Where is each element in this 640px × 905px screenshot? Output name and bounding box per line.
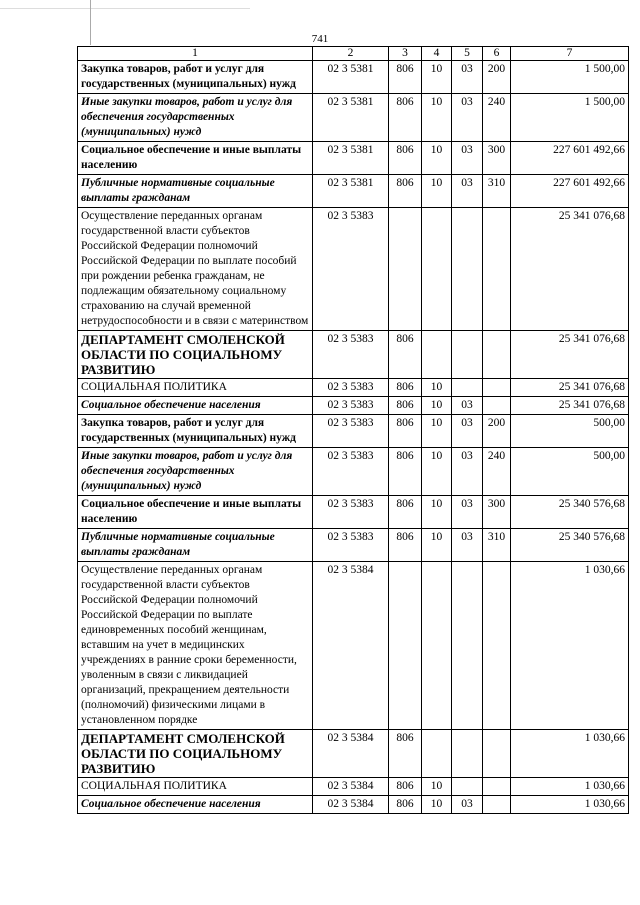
subsection-cell: 03 [452,529,483,562]
department-code-cell: 806 [389,379,422,397]
row-name-cell: Публичные нормативные социальные выплаты гражданам [78,529,313,562]
table-row [78,778,629,796]
subsection-cell: 03 [452,94,483,142]
header-col-5: 5 [452,47,483,61]
row-name-cell: Социальное обеспечение и иные выплаты населению [78,496,313,529]
section-cell [422,331,452,379]
section-cell: 10 [422,778,452,796]
expense-type-cell [483,397,511,415]
table-row [78,415,629,448]
row-name-cell: Закупка товаров, работ и услуг для государственных (муниципальных) нужд [78,415,313,448]
section-cell: 10 [422,379,452,397]
table-body [78,61,629,814]
subsection-cell [452,778,483,796]
target-article-cell: 02 3 5381 [313,61,389,94]
department-code-cell: 806 [389,175,422,208]
subsection-cell: 03 [452,415,483,448]
row-name-cell: ДЕПАРТАМЕНТ СМОЛЕНСКОЙ ОБЛАСТИ ПО СОЦИАЛЬНОМУ РАЗВИТИЮ [78,730,313,778]
row-name-cell: Социальное обеспечение населения [78,796,313,814]
target-article-cell: 02 3 5383 [313,529,389,562]
subsection-cell [452,730,483,778]
department-code-cell: 806 [389,61,422,94]
amount-cell: 1 030,66 [511,778,629,796]
department-code-cell: 806 [389,415,422,448]
row-name-cell: Закупка товаров, работ и услуг для государственных (муниципальных) нужд [78,61,313,94]
expense-type-cell [483,796,511,814]
section-cell: 10 [422,397,452,415]
department-code-cell: 806 [389,730,422,778]
expense-type-cell [483,778,511,796]
table-header-row [78,47,629,61]
table-row [78,397,629,415]
expense-type-cell: 200 [483,415,511,448]
amount-cell: 25 340 576,68 [511,496,629,529]
amount-cell: 1 500,00 [511,94,629,142]
amount-cell: 227 601 492,66 [511,175,629,208]
amount-cell: 25 341 076,68 [511,331,629,379]
section-cell: 10 [422,529,452,562]
table-row [78,496,629,529]
header-col-4: 4 [422,47,452,61]
row-name-cell: Иные закупки товаров, работ и услуг для обеспечения государственных (муниципальных) нужд [78,94,313,142]
section-cell: 10 [422,94,452,142]
header-col-3: 3 [389,47,422,61]
subsection-cell [452,562,483,730]
expense-type-cell [483,208,511,331]
table-row [78,562,629,730]
section-cell [422,562,452,730]
expense-type-cell: 300 [483,142,511,175]
target-article-cell: 02 3 5384 [313,562,389,730]
section-cell [422,208,452,331]
subsection-cell: 03 [452,61,483,94]
expense-type-cell [483,379,511,397]
target-article-cell: 02 3 5381 [313,142,389,175]
target-article-cell: 02 3 5383 [313,397,389,415]
table-row [78,142,629,175]
expense-type-cell: 240 [483,448,511,496]
target-article-cell: 02 3 5383 [313,379,389,397]
section-cell [422,730,452,778]
subsection-cell: 03 [452,796,483,814]
subsection-cell: 03 [452,448,483,496]
section-cell: 10 [422,496,452,529]
department-code-cell: 806 [389,448,422,496]
row-name-cell: Социальное обеспечение населения [78,397,313,415]
amount-cell: 1 030,66 [511,730,629,778]
target-article-cell: 02 3 5384 [313,730,389,778]
section-cell: 10 [422,415,452,448]
row-name-cell: СОЦИАЛЬНАЯ ПОЛИТИКА [78,379,313,397]
subsection-cell [452,208,483,331]
subsection-cell [452,379,483,397]
amount-cell: 227 601 492,66 [511,142,629,175]
header-col-6: 6 [483,47,511,61]
row-name-cell: СОЦИАЛЬНАЯ ПОЛИТИКА [78,778,313,796]
amount-cell: 25 340 576,68 [511,529,629,562]
expense-type-cell [483,331,511,379]
header-col-1: 1 [78,47,313,61]
section-cell: 10 [422,61,452,94]
amount-cell: 1 030,66 [511,562,629,730]
amount-cell: 500,00 [511,415,629,448]
target-article-cell: 02 3 5381 [313,175,389,208]
table-row [78,94,629,142]
target-article-cell: 02 3 5384 [313,796,389,814]
table-row [78,331,629,379]
budget-table [77,46,629,814]
department-code-cell: 806 [389,796,422,814]
department-code-cell: 806 [389,778,422,796]
subsection-cell: 03 [452,175,483,208]
table-row [78,208,629,331]
department-code-cell: 806 [389,529,422,562]
expense-type-cell: 240 [483,94,511,142]
target-article-cell: 02 3 5383 [313,415,389,448]
expense-type-cell: 310 [483,175,511,208]
row-name-cell: Социальное обеспечение и иные выплаты населению [78,142,313,175]
expense-type-cell: 310 [483,529,511,562]
target-article-cell: 02 3 5383 [313,208,389,331]
section-cell: 10 [422,796,452,814]
target-article-cell: 02 3 5383 [313,331,389,379]
department-code-cell [389,208,422,331]
department-code-cell: 806 [389,397,422,415]
header-col-2: 2 [313,47,389,61]
amount-cell: 25 341 076,68 [511,397,629,415]
row-name-cell: Осуществление переданных органам государственной власти субъектов Российской Федерации полномочий Российской Федерации по выплате пособий при рождении ребенка гражданам, не подлежащим обязательному социальному страхованию на случай временной нетрудоспособности и в связи с материнством [78,208,313,331]
amount-cell: 1 500,00 [511,61,629,94]
section-cell: 10 [422,142,452,175]
subsection-cell: 03 [452,142,483,175]
target-article-cell: 02 3 5383 [313,496,389,529]
row-name-cell: ДЕПАРТАМЕНТ СМОЛЕНСКОЙ ОБЛАСТИ ПО СОЦИАЛЬНОМУ РАЗВИТИЮ [78,331,313,379]
header-col-7: 7 [511,47,629,61]
expense-type-cell [483,730,511,778]
expense-type-cell: 200 [483,61,511,94]
table-row [78,61,629,94]
page-number: 741 [311,33,329,45]
subsection-cell: 03 [452,496,483,529]
amount-cell: 25 341 076,68 [511,208,629,331]
target-article-cell: 02 3 5384 [313,778,389,796]
amount-cell: 500,00 [511,448,629,496]
table-row [78,448,629,496]
amount-cell: 25 341 076,68 [511,379,629,397]
scan-top-edge [0,0,250,9]
table-row [78,529,629,562]
expense-type-cell: 300 [483,496,511,529]
row-name-cell: Публичные нормативные социальные выплаты гражданам [78,175,313,208]
department-code-cell: 806 [389,496,422,529]
subsection-cell [452,331,483,379]
section-cell: 10 [422,448,452,496]
subsection-cell: 03 [452,397,483,415]
target-article-cell: 02 3 5383 [313,448,389,496]
department-code-cell: 806 [389,94,422,142]
expense-type-cell [483,562,511,730]
department-code-cell: 806 [389,142,422,175]
department-code-cell [389,562,422,730]
table-row [78,379,629,397]
row-name-cell: Иные закупки товаров, работ и услуг для обеспечения государственных (муниципальных) нужд [78,448,313,496]
row-name-cell: Осуществление переданных органам государственной власти субъектов Российской Федерации полномочий Российской Федерации по выплате единовременных пособий женщинам, вставшим на учет в медицинских учреждениях в ранние сроки беременности, уволенным в связи с ликвидацией организаций, прекращением деятельности (полномочий) физическими лицами в установленном порядке [78,562,313,730]
table-row [78,796,629,814]
table-row [78,730,629,778]
department-code-cell: 806 [389,331,422,379]
table-row [78,175,629,208]
target-article-cell: 02 3 5381 [313,94,389,142]
amount-cell: 1 030,66 [511,796,629,814]
section-cell: 10 [422,175,452,208]
